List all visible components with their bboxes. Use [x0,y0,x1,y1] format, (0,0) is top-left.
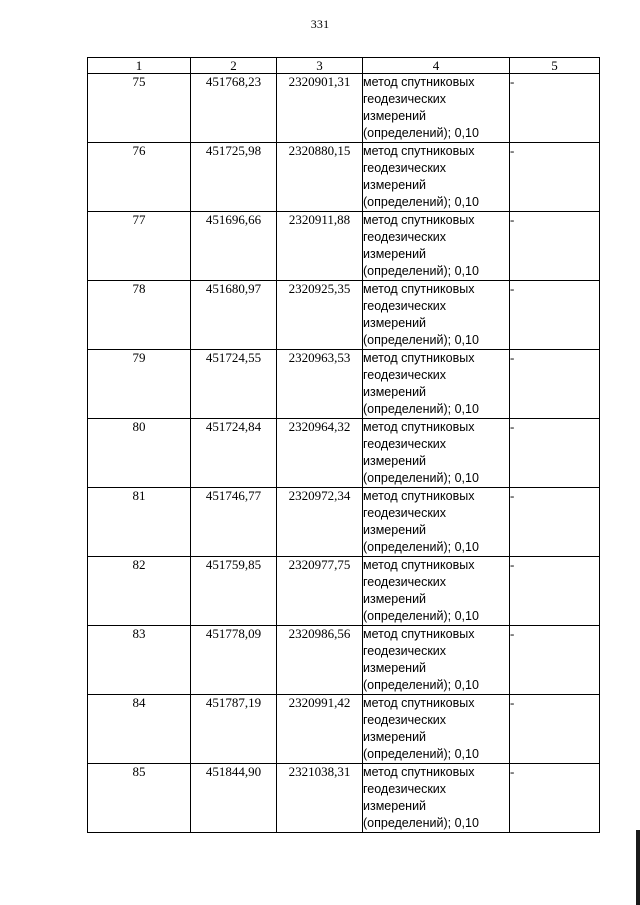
method-cell [363,74,510,143]
column-header: 2 [191,58,277,74]
method-line: (определений); 0,10 [363,264,479,278]
column-header: 1 [88,58,191,74]
method-line: метод спутниковых [363,765,475,779]
method-cell [363,281,510,350]
method-line: метод спутниковых [363,75,475,89]
method-line: геодезических [363,644,447,658]
method-line: метод спутниковых [363,420,475,434]
method-line: метод спутниковых [363,282,475,296]
method-line: (определений); 0,10 [363,333,479,347]
method-line: (определений); 0,10 [363,747,479,761]
method-line: геодезических [363,368,447,382]
method-cell [363,626,510,695]
point-number-cell: 83 [88,626,191,695]
note-cell: - [510,488,600,557]
point-number-cell: 85 [88,764,191,833]
method-line: (определений); 0,10 [363,126,479,140]
table-row [88,212,600,281]
coordinate-x-cell: 451724,84 [191,419,277,488]
coordinate-y-cell: 2320977,75 [277,557,363,626]
method-line: (определений); 0,10 [363,678,479,692]
method-line: (определений); 0,10 [363,609,479,623]
coordinate-y-cell: 2320925,35 [277,281,363,350]
method-line: геодезических [363,161,447,175]
note-cell: - [510,419,600,488]
method-line: измерений [363,178,427,192]
point-number-cell: 77 [88,212,191,281]
table-row [88,350,600,419]
method-line: метод спутниковых [363,489,475,503]
note-cell: - [510,350,600,419]
point-number-cell: 84 [88,695,191,764]
method-cell [363,488,510,557]
table-row [88,557,600,626]
coordinates-table [87,57,600,833]
note-cell: - [510,557,600,626]
method-line: измерений [363,730,427,744]
method-cell [363,143,510,212]
method-cell [363,419,510,488]
note-cell: - [510,143,600,212]
method-line: измерений [363,385,427,399]
method-line: метод спутниковых [363,627,475,641]
point-number-cell: 81 [88,488,191,557]
method-line: измерений [363,316,427,330]
method-line: геодезических [363,506,447,520]
method-line: метод спутниковых [363,213,475,227]
method-line: метод спутниковых [363,558,475,572]
method-line: (определений); 0,10 [363,540,479,554]
coordinate-y-cell: 2320991,42 [277,695,363,764]
coordinate-x-cell: 451844,90 [191,764,277,833]
method-line: метод спутниковых [363,696,475,710]
coordinate-y-cell: 2320901,31 [277,74,363,143]
method-cell [363,212,510,281]
note-cell: - [510,74,600,143]
method-line: измерений [363,592,427,606]
method-line: измерений [363,454,427,468]
coordinate-x-cell: 451724,55 [191,350,277,419]
method-line: геодезических [363,92,447,106]
point-number-cell: 82 [88,557,191,626]
method-line: (определений); 0,10 [363,402,479,416]
method-line: измерений [363,799,427,813]
page-number: 331 [310,17,330,31]
method-line: геодезических [363,782,447,796]
table-body [88,74,600,833]
method-line: измерений [363,523,427,537]
point-number-cell: 80 [88,419,191,488]
point-number-cell: 75 [88,74,191,143]
method-line: метод спутниковых [363,351,475,365]
note-cell: - [510,626,600,695]
coordinate-x-cell: 451725,98 [191,143,277,212]
method-line: геодезических [363,437,447,451]
method-line: (определений); 0,10 [363,816,479,830]
method-cell [363,764,510,833]
table-row [88,74,600,143]
note-cell: - [510,281,600,350]
coordinate-y-cell: 2320963,53 [277,350,363,419]
note-cell: - [510,764,600,833]
table-row [88,695,600,764]
table-row [88,281,600,350]
scan-edge-mark [636,830,640,905]
coordinate-x-cell: 451680,97 [191,281,277,350]
coordinate-x-cell: 451746,77 [191,488,277,557]
table-row [88,764,600,833]
coordinate-y-cell: 2320964,32 [277,419,363,488]
method-line: (определений); 0,10 [363,195,479,209]
coordinate-y-cell: 2320911,88 [277,212,363,281]
method-cell [363,557,510,626]
table-row [88,626,600,695]
coordinate-y-cell: 2320972,34 [277,488,363,557]
method-line: метод спутниковых [363,144,475,158]
point-number-cell: 79 [88,350,191,419]
table-row [88,488,600,557]
method-line: измерений [363,109,427,123]
column-header: 4 [363,58,510,74]
method-line: геодезических [363,575,447,589]
method-line: измерений [363,661,427,675]
coordinate-y-cell: 2320986,56 [277,626,363,695]
method-line: геодезических [363,230,447,244]
method-line: измерений [363,247,427,261]
coordinate-x-cell: 451768,23 [191,74,277,143]
method-cell [363,350,510,419]
column-header: 5 [510,58,600,74]
point-number-cell: 78 [88,281,191,350]
coordinate-x-cell: 451696,66 [191,212,277,281]
coordinate-x-cell: 451787,19 [191,695,277,764]
coordinate-y-cell: 2320880,15 [277,143,363,212]
coordinate-y-cell: 2321038,31 [277,764,363,833]
table-row [88,143,600,212]
table-header-row [88,58,600,74]
coordinate-x-cell: 451778,09 [191,626,277,695]
column-header: 3 [277,58,363,74]
note-cell: - [510,212,600,281]
table-row [88,419,600,488]
method-line: геодезических [363,299,447,313]
method-cell [363,695,510,764]
point-number-cell: 76 [88,143,191,212]
method-line: (определений); 0,10 [363,471,479,485]
coordinate-x-cell: 451759,85 [191,557,277,626]
note-cell: - [510,695,600,764]
method-line: геодезических [363,713,447,727]
